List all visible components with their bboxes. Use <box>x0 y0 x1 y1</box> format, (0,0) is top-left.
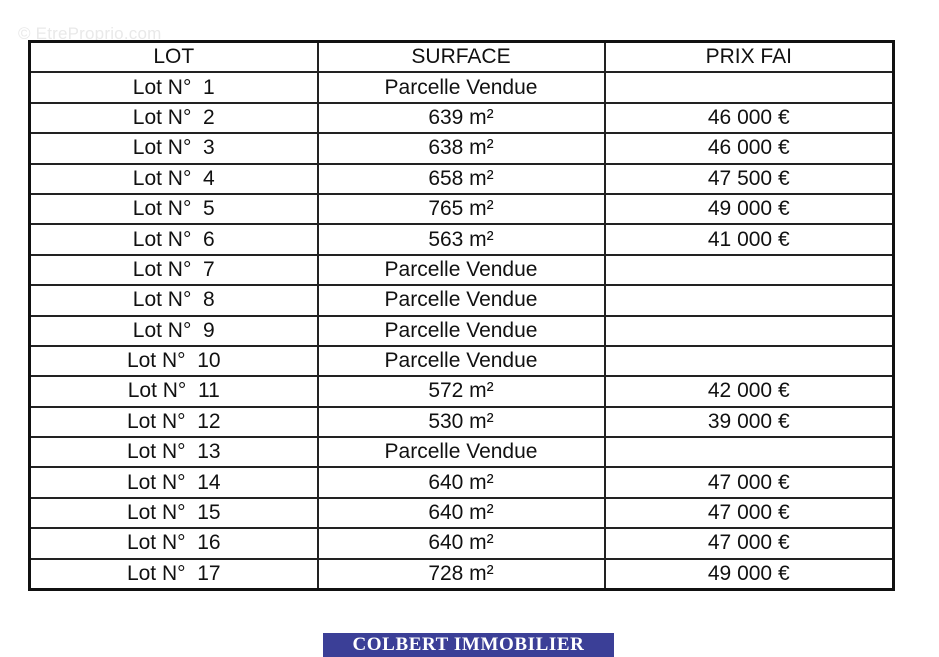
surface-cell: 530 m² <box>318 407 605 437</box>
surface-cell: 658 m² <box>318 164 605 194</box>
table-body <box>30 72 894 589</box>
table-header <box>30 42 894 73</box>
price-cell: 47 500 € <box>605 164 894 194</box>
agency-logo: COLBERT IMMOBILIER <box>323 633 614 657</box>
surface-cell: Parcelle Vendue <box>318 316 605 346</box>
price-cell: 41 000 € <box>605 224 894 254</box>
surface-cell: 563 m² <box>318 224 605 254</box>
table-row <box>30 255 894 285</box>
lot-cell: Lot N° 2 <box>30 103 318 133</box>
lot-cell: Lot N° 8 <box>30 285 318 315</box>
lot-cell: Lot N° 13 <box>30 437 318 467</box>
surface-cell: 640 m² <box>318 528 605 558</box>
price-cell: 49 000 € <box>605 194 894 224</box>
lot-cell: Lot N° 3 <box>30 133 318 163</box>
header-surface: SURFACE <box>318 42 605 73</box>
lot-cell: Lot N° 15 <box>30 498 318 528</box>
surface-cell: 638 m² <box>318 133 605 163</box>
table-row <box>30 467 894 497</box>
surface-cell: 640 m² <box>318 498 605 528</box>
table-row <box>30 498 894 528</box>
surface-cell: 765 m² <box>318 194 605 224</box>
header-row <box>30 42 894 73</box>
surface-cell: 572 m² <box>318 376 605 406</box>
table-row <box>30 72 894 102</box>
table-row <box>30 285 894 315</box>
table-row <box>30 346 894 376</box>
table-row <box>30 559 894 590</box>
surface-cell: Parcelle Vendue <box>318 437 605 467</box>
price-cell: 47 000 € <box>605 467 894 497</box>
table-row <box>30 407 894 437</box>
price-cell: 42 000 € <box>605 376 894 406</box>
surface-cell: Parcelle Vendue <box>318 346 605 376</box>
surface-cell: 639 m² <box>318 103 605 133</box>
table-row <box>30 133 894 163</box>
lot-cell: Lot N° 12 <box>30 407 318 437</box>
watermark: © EtreProprio.com <box>18 24 162 43</box>
price-cell: 47 000 € <box>605 498 894 528</box>
lot-cell: Lot N° 4 <box>30 164 318 194</box>
price-cell <box>605 255 894 285</box>
lot-cell: Lot N° 9 <box>30 316 318 346</box>
surface-cell: Parcelle Vendue <box>318 72 605 102</box>
lot-cell: Lot N° 7 <box>30 255 318 285</box>
table-row <box>30 376 894 406</box>
lot-cell: Lot N° 17 <box>30 559 318 590</box>
surface-cell: 728 m² <box>318 559 605 590</box>
lot-cell: Lot N° 10 <box>30 346 318 376</box>
price-cell <box>605 72 894 102</box>
lot-cell: Lot N° 1 <box>30 72 318 102</box>
table-row <box>30 528 894 558</box>
table-row <box>30 194 894 224</box>
price-cell: 49 000 € <box>605 559 894 590</box>
table-row <box>30 437 894 467</box>
lots-price-table <box>28 40 895 591</box>
lot-cell: Lot N° 14 <box>30 467 318 497</box>
surface-cell: Parcelle Vendue <box>318 285 605 315</box>
price-cell: 47 000 € <box>605 528 894 558</box>
surface-cell: 640 m² <box>318 467 605 497</box>
lot-cell: Lot N° 11 <box>30 376 318 406</box>
surface-cell: Parcelle Vendue <box>318 255 605 285</box>
header-price: PRIX FAI <box>605 42 894 73</box>
price-cell <box>605 285 894 315</box>
price-cell <box>605 346 894 376</box>
lot-cell: Lot N° 6 <box>30 224 318 254</box>
table-row <box>30 164 894 194</box>
table-row <box>30 316 894 346</box>
price-cell: 46 000 € <box>605 133 894 163</box>
price-cell <box>605 437 894 467</box>
header-lot: LOT <box>30 42 318 73</box>
table-row <box>30 103 894 133</box>
lot-cell: Lot N° 5 <box>30 194 318 224</box>
price-cell <box>605 316 894 346</box>
price-cell: 39 000 € <box>605 407 894 437</box>
price-cell: 46 000 € <box>605 103 894 133</box>
table-row <box>30 224 894 254</box>
lot-cell: Lot N° 16 <box>30 528 318 558</box>
